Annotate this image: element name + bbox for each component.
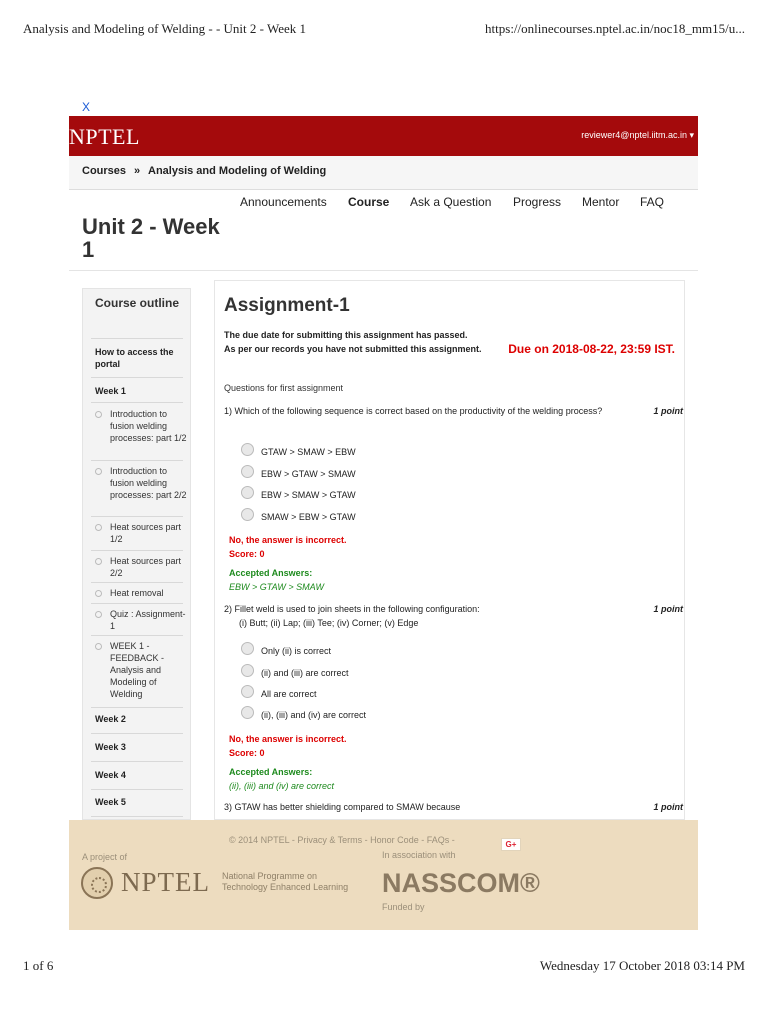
sidebar-item-week-3[interactable]: Week 3	[95, 742, 126, 752]
option-label: (ii) and (iii) are correct	[261, 668, 349, 678]
status-circle-icon	[95, 468, 102, 475]
assignment-panel	[214, 280, 685, 820]
question-2-subtext: (i) Butt; (ii) Lap; (iii) Tee; (iv) Corner; (v) Edge	[239, 618, 419, 628]
question-3-text: 3) GTAW has better shielding compared to SMAW because	[224, 802, 461, 812]
question-1-verdict	[229, 533, 347, 561]
radio-button[interactable]	[241, 642, 254, 655]
verdict-text: No, the answer is incorrect.	[229, 535, 347, 545]
google-plus-icon[interactable]: G+	[501, 838, 521, 851]
sidebar-subitem-label: Quiz : Assignment-1	[110, 609, 186, 631]
status-circle-icon	[95, 411, 102, 418]
radio-button[interactable]	[241, 508, 254, 521]
due-notice	[224, 328, 494, 356]
score-text: Score: 0	[229, 549, 265, 559]
verdict-text: No, the answer is incorrect.	[229, 734, 347, 744]
sidebar-item-how-to-access[interactable]: How to access the portal	[95, 347, 174, 369]
sidebar-item-week-1[interactable]: Week 1	[95, 386, 126, 396]
divider	[91, 582, 183, 583]
option-label: (ii), (iii) and (iv) are correct	[261, 710, 367, 720]
sidebar-item-week-4[interactable]: Week 4	[95, 770, 126, 780]
score-text: Score: 0	[229, 748, 265, 758]
print-page-url: https://onlinecourses.nptel.ac.in/noc18_mm15/u...	[485, 21, 745, 36]
divider	[69, 270, 698, 271]
radio-button[interactable]	[241, 443, 254, 456]
print-page-number: 1 of 6	[23, 958, 54, 973]
site-footer	[69, 820, 698, 930]
breadcrumb	[69, 156, 698, 190]
nptel-emblem-icon	[81, 867, 113, 899]
tab-ask-a-question[interactable]: Ask a Question	[410, 195, 492, 209]
course-outline-sidebar	[82, 288, 191, 820]
divider	[91, 460, 183, 461]
sidebar-subitem-label: Introduction to fusion welding processes: part 2/2	[110, 466, 187, 500]
divider	[91, 603, 183, 604]
print-page-title: Analysis and Modeling of Welding - - Unit 2 - Week 1	[23, 21, 307, 36]
print-footer	[23, 958, 745, 974]
assignment-title: Assignment-1	[224, 295, 350, 316]
sidebar-item-week-5[interactable]: Week 5	[95, 797, 126, 807]
question-1-points: 1 point	[653, 406, 683, 416]
divider	[91, 377, 183, 378]
project-label: A project of	[82, 852, 128, 862]
footer-tagline: National Programme on Technology Enhanced Learning	[222, 871, 349, 892]
user-menu[interactable]: reviewer4@nptel.iitm.ac.in ▾	[581, 130, 694, 140]
radio-button[interactable]	[241, 685, 254, 698]
breadcrumb-courses-link[interactable]: Courses	[82, 165, 127, 177]
print-datetime: Wednesday 17 October 2018 03:14 PM	[539, 958, 745, 973]
divider	[91, 761, 183, 762]
sidebar-subitem-label: Introduction to fusion welding processes: part 1/2	[110, 409, 187, 443]
radio-button[interactable]	[241, 486, 254, 499]
page-title: Unit 2 - Week 1	[82, 214, 220, 262]
top-bar	[69, 116, 698, 156]
not-submitted-text: As per our records you have not submitted this assignment.	[224, 344, 482, 354]
close-link[interactable]: X	[82, 100, 91, 114]
question-1-text: 1) Which of the following sequence is correct based on the productivity of the welding process?	[224, 406, 603, 416]
option-label: Only (ii) is correct	[261, 646, 332, 656]
tab-announcements[interactable]: Announcements	[240, 195, 327, 209]
sidebar-subitem[interactable]	[95, 587, 187, 599]
divider	[91, 707, 183, 708]
nasscom-logo: NASSCOM®	[382, 868, 540, 898]
sidebar-subitem[interactable]	[95, 465, 187, 501]
sidebar-subitem[interactable]	[95, 521, 187, 545]
question-2-text: 2) Fillet weld is used to join sheets in the following configuration:	[224, 604, 480, 614]
divider	[91, 789, 183, 790]
radio-button[interactable]	[241, 664, 254, 677]
status-circle-icon	[95, 524, 102, 531]
sidebar-subitem-label: Heat removal	[110, 588, 164, 598]
sidebar-item-week-2[interactable]: Week 2	[95, 714, 126, 724]
sidebar-subitem-label: Heat sources part 1/2	[110, 522, 182, 544]
divider	[91, 338, 183, 339]
sidebar-subitem[interactable]	[95, 555, 187, 579]
status-circle-icon	[95, 643, 102, 650]
questions-intro: Questions for first assignment	[224, 383, 344, 393]
due-passed-text: The due date for submitting this assignment has passed.	[224, 330, 468, 340]
radio-button[interactable]	[241, 465, 254, 478]
question-2-points: 1 point	[653, 604, 683, 614]
question-2-verdict	[229, 732, 347, 760]
association-label: In association with	[382, 850, 456, 860]
print-header	[23, 21, 745, 37]
nptel-logo[interactable]: NPTEL	[69, 124, 140, 149]
due-date: Due on 2018-08-22, 23:59 IST.	[508, 342, 675, 356]
option-label: EBW > GTAW > SMAW	[261, 469, 356, 479]
breadcrumb-separator: »	[134, 165, 141, 177]
question-2-accepted-answer: (ii), (iii) and (iv) are correct	[229, 781, 335, 791]
option-label: SMAW > EBW > GTAW	[261, 512, 356, 522]
sidebar-subitem-label: Heat sources part 2/2	[110, 556, 182, 578]
question-2-accepted-label: Accepted Answers:	[229, 767, 313, 777]
footer-links[interactable]: © 2014 NPTEL - Privacy & Terms - Honor Code - FAQs -	[229, 835, 455, 845]
status-circle-icon	[95, 590, 102, 597]
option-label: GTAW > SMAW > EBW	[261, 447, 356, 457]
divider	[91, 550, 183, 551]
tab-course[interactable]: Course	[348, 195, 390, 209]
sidebar-subitem[interactable]	[95, 408, 187, 444]
divider	[91, 516, 183, 517]
radio-button[interactable]	[241, 706, 254, 719]
divider	[91, 402, 183, 403]
breadcrumb-course-link[interactable]: Analysis and Modeling of Welding	[148, 165, 327, 177]
tab-progress[interactable]: Progress	[513, 195, 562, 209]
option-label: All are correct	[261, 689, 317, 699]
question-1-accepted-label: Accepted Answers:	[229, 568, 313, 578]
sidebar-subitem-label: WEEK 1 - FEEDBACK - Analysis and Modeling of Welding	[110, 641, 165, 699]
sidebar-subitem[interactable]	[95, 608, 187, 632]
tab-mentor[interactable]: Mentor	[582, 195, 620, 209]
sidebar-subitem[interactable]	[95, 640, 187, 700]
sidebar-title: Course outline	[95, 296, 180, 310]
option-label: EBW > SMAW > GTAW	[261, 490, 356, 500]
footer-nptel-logo: NPTEL	[121, 867, 210, 897]
tab-faq[interactable]: FAQ	[640, 195, 665, 209]
question-1-accepted-answer: EBW > GTAW > SMAW	[229, 582, 325, 592]
funded-by-label: Funded by	[382, 902, 425, 912]
divider	[91, 816, 183, 817]
question-3-points: 1 point	[653, 802, 683, 812]
divider	[91, 635, 183, 636]
status-circle-icon	[95, 558, 102, 565]
status-circle-icon	[95, 611, 102, 618]
divider	[91, 733, 183, 734]
